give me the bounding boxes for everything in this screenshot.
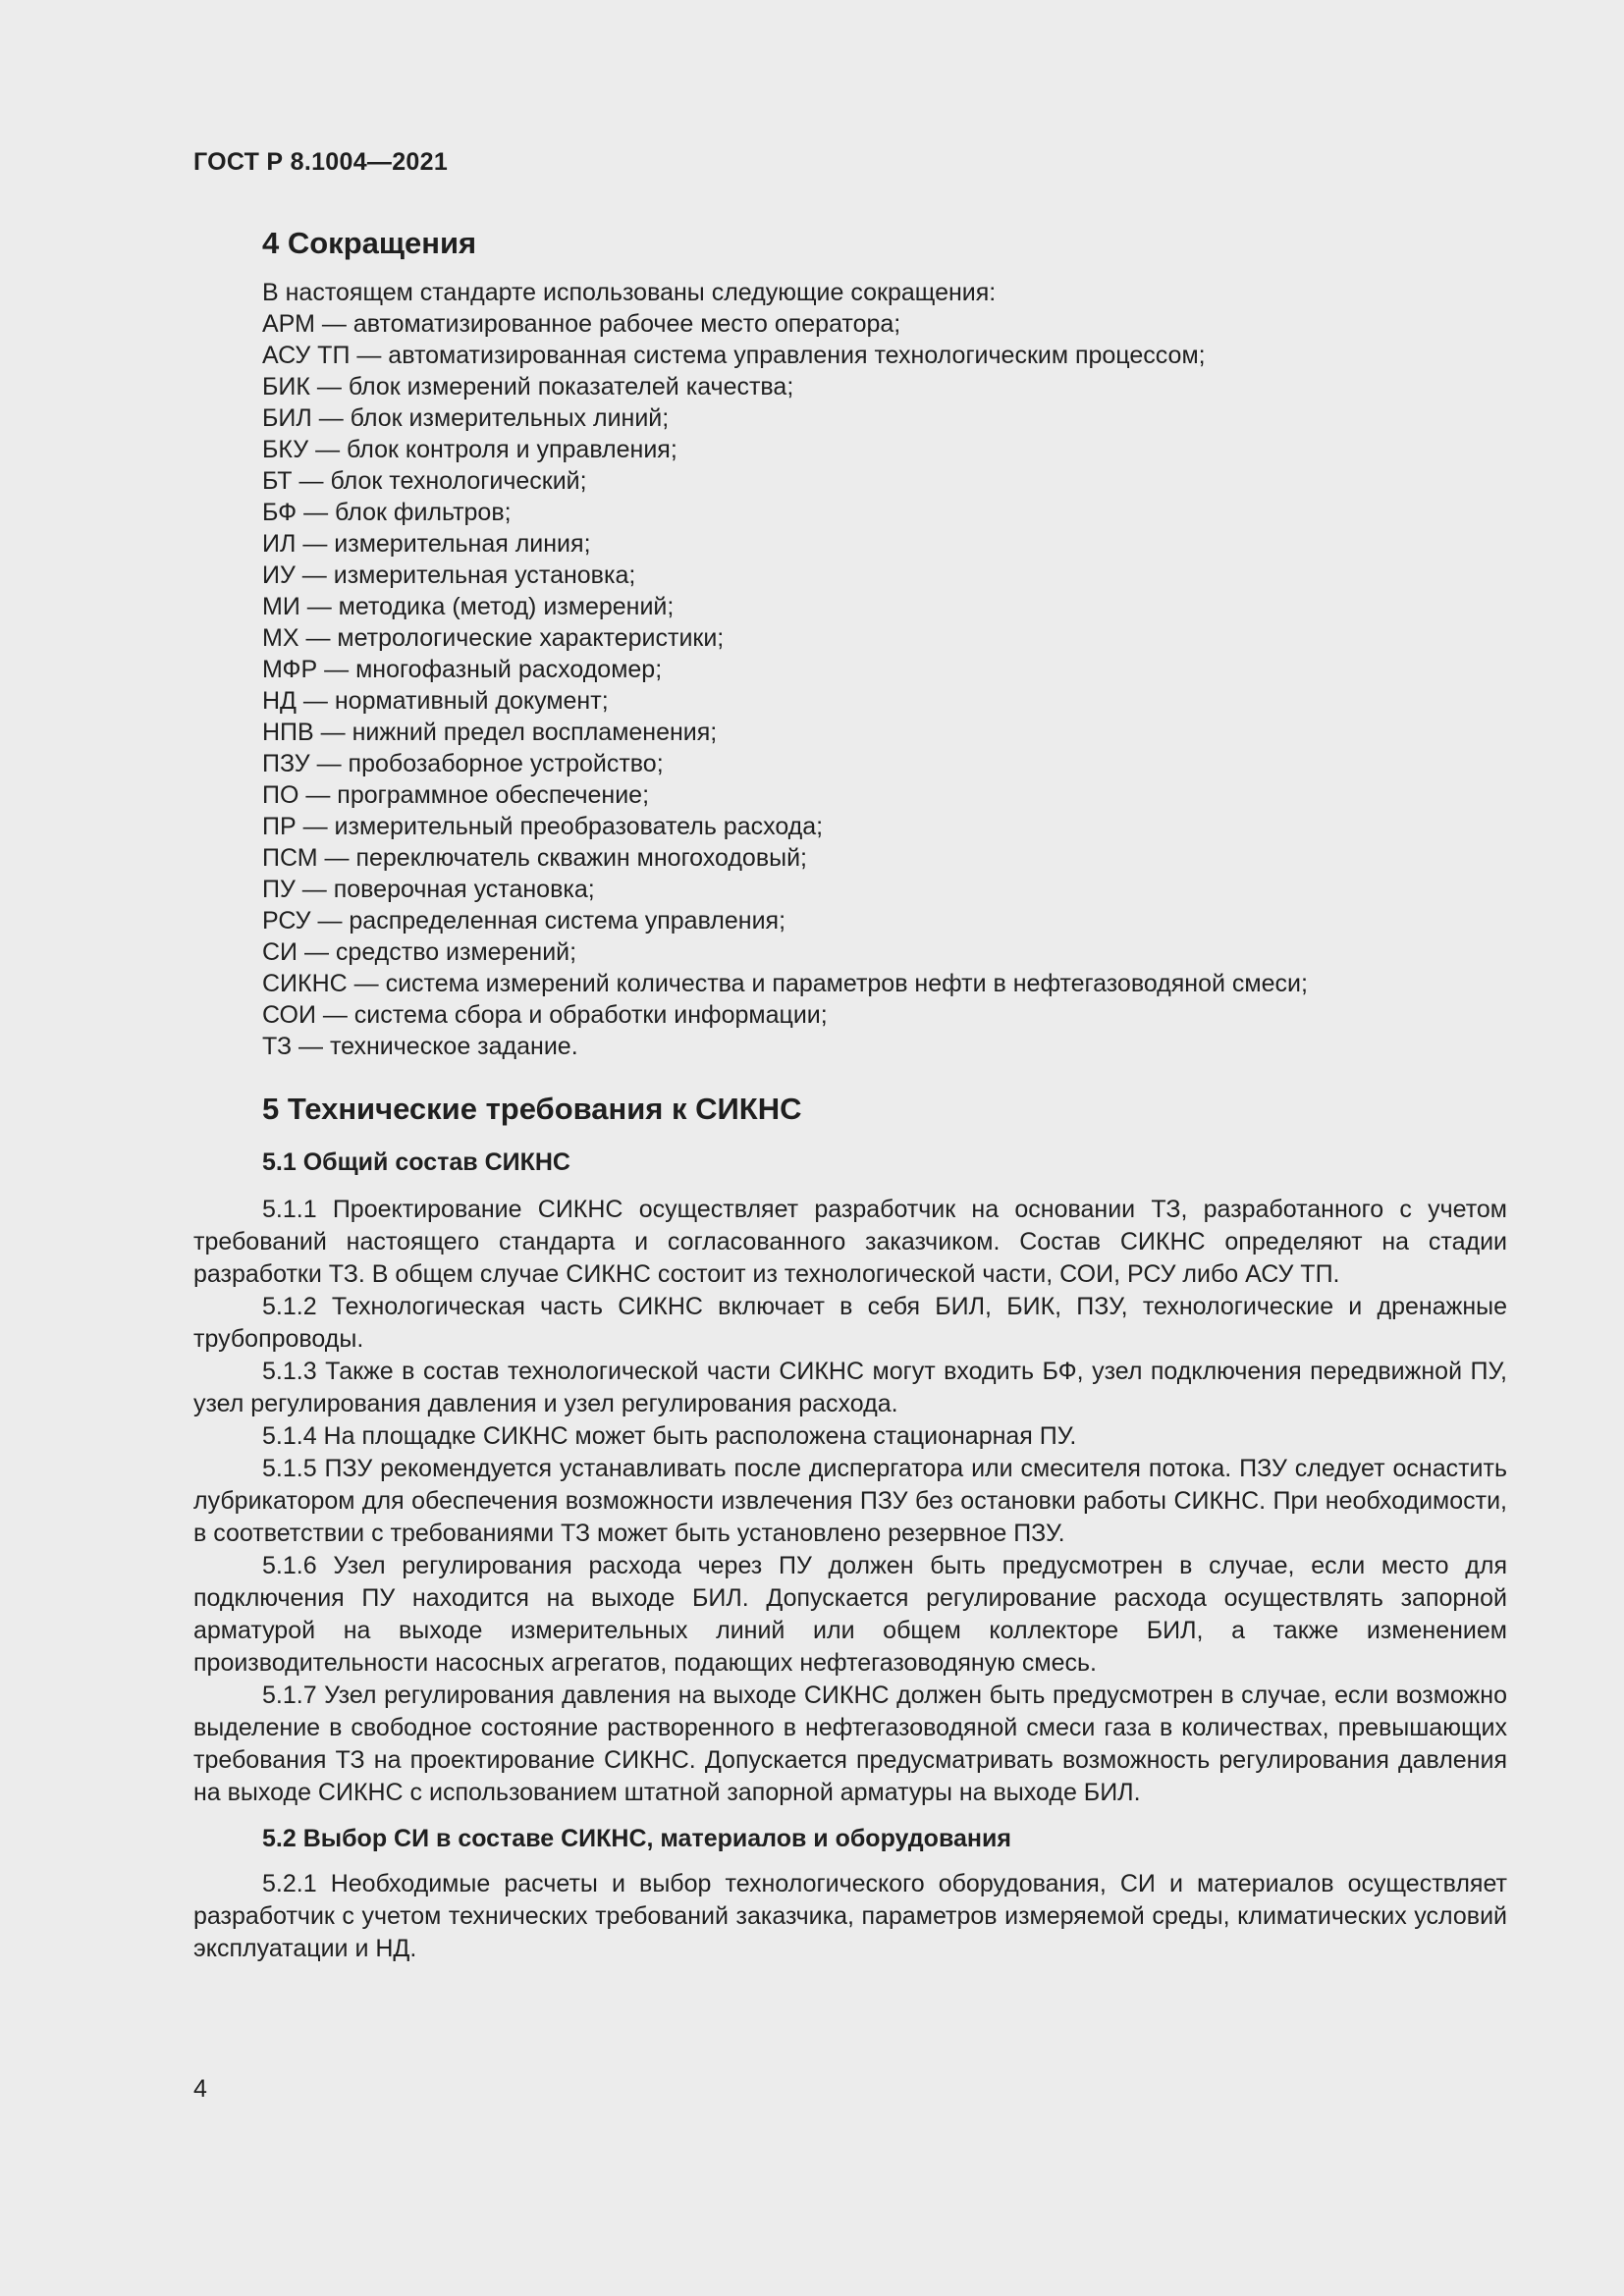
section-5-title: 5 Технические требования к СИКНС — [262, 1092, 802, 1126]
paragraph-5-2-1: 5.2.1 Необходимые расчеты и выбор технологического оборудования, СИ и материалов осуществляет разработчик с учетом технических требований заказчика, параметров измеряемой среды, климатических условий эксплуатации и НД. — [193, 1870, 1507, 1962]
abbreviation-item: СОИ — система сбора и обработки информации; — [262, 1001, 828, 1029]
abbreviation-item: МФР — многофазный расходомер; — [262, 656, 663, 683]
paragraph-5-1-6: 5.1.6 Узел регулирования расхода через ПУ должен быть предусмотрен в случае, если место для подключения ПУ находится на выходе БИЛ. Допускается регулирование расхода осуществлять запорной арматурой на выходе измерительных линий или общем коллекторе БИЛ, а также изменением производительности насосных агрегатов, подающих нефтегазоводяную смесь. — [193, 1552, 1507, 1677]
abbreviation-item: ТЗ — техническое задание. — [262, 1033, 578, 1060]
abbreviation-item: БФ — блок фильтров; — [262, 499, 512, 526]
abbreviation-item: МИ — методика (метод) измерений; — [262, 593, 675, 620]
abbreviation-item: НПВ — нижний предел воспламенения; — [262, 719, 718, 746]
abbreviation-item: БИК — блок измерений показателей качества; — [262, 373, 794, 400]
abbreviation-item: АСУ ТП — автоматизированная система управления технологическим процессом; — [262, 342, 1206, 369]
abbreviation-item: ПСМ — переключатель скважин многоходовый; — [262, 844, 807, 872]
document-code-header: ГОСТ Р 8.1004—2021 — [193, 148, 449, 176]
abbreviation-item: БТ — блок технологический; — [262, 467, 587, 495]
abbreviations-list — [193, 308, 1507, 1062]
abbreviation-item: БКУ — блок контроля и управления; — [262, 436, 677, 463]
paragraph-5-1-1: 5.1.1 Проектирование СИКНС осуществляет разработчик на основании ТЗ, разработанного с учетом требований настоящего стандарта и согласованного заказчиком. Состав СИКНС определяют на стадии разработки ТЗ. В общем случае СИКНС состоит из технологической части, СОИ, РСУ либо АСУ ТП. — [193, 1196, 1507, 1288]
abbreviation-item: ПО — программное обеспечение; — [262, 781, 650, 809]
paragraph-5-1-3: 5.1.3 Также в состав технологической части СИКНС могут входить БФ, узел подключения передвижной ПУ, узел регулирования давления и узел регулирования расхода. — [193, 1358, 1507, 1417]
subsection-5-2-title: 5.2 Выбор СИ в составе СИКНС, материалов и оборудования — [262, 1825, 1011, 1852]
paragraph-5-1-4: 5.1.4 На площадке СИКНС может быть расположена стационарная ПУ. — [262, 1422, 1077, 1450]
abbreviation-item: ИУ — измерительная установка; — [262, 561, 636, 589]
page-content — [193, 224, 1507, 1965]
abbreviation-item: РСУ — распределенная система управления; — [262, 907, 786, 934]
abbreviation-item: НД — нормативный документ; — [262, 687, 609, 715]
page-number: 4 — [193, 2075, 207, 2103]
abbreviation-item: БИЛ — блок измерительных линий; — [262, 404, 670, 432]
abbreviation-item: ИЛ — измерительная линия; — [262, 530, 591, 558]
abbreviation-item: СИКНС — система измерений количества и параметров нефти в нефтегазоводяной смеси; — [262, 970, 1308, 997]
section-4-title: 4 Сокращения — [262, 226, 477, 260]
paragraph-5-1-7: 5.1.7 Узел регулирования давления на выходе СИКНС должен быть предусмотрен в случае, если возможно выделение в свободное состояние растворенного в нефтегазоводяной смеси газа в количествах, превышающих требования ТЗ на проектирование СИКНС. Допускается предусматривать возможность регулирования давления на выходе СИКНС с использованием штатной запорной арматуры на выходе БИЛ. — [193, 1682, 1507, 1806]
abbreviation-item: АРМ — автоматизированное рабочее место оператора; — [262, 310, 901, 338]
abbreviation-item: ПЗУ — пробозаборное устройство; — [262, 750, 664, 777]
abbreviation-item: ПР — измерительный преобразователь расхода; — [262, 813, 824, 840]
paragraph-5-1-5: 5.1.5 ПЗУ рекомендуется устанавливать после диспергатора или смесителя потока. ПЗУ следует оснастить лубрикатором для обеспечения возможности извлечения ПЗУ без остановки работы СИКНС. При необходимости, в соответствии с требованиями ТЗ может быть установлено резервное ПЗУ. — [193, 1455, 1507, 1547]
abbreviation-item: МХ — метрологические характеристики; — [262, 624, 725, 652]
subsection-5-1-title: 5.1 Общий состав СИКНС — [262, 1148, 570, 1176]
abbreviations-intro: В настоящем стандарте использованы следующие сокращения: — [262, 279, 997, 306]
paragraph-5-1-2: 5.1.2 Технологическая часть СИКНС включает в себя БИЛ, БИК, ПЗУ, технологические и дренажные трубопроводы. — [193, 1293, 1507, 1353]
abbreviation-item: СИ — средство измерений; — [262, 938, 577, 966]
abbreviation-item: ПУ — поверочная установка; — [262, 876, 595, 903]
